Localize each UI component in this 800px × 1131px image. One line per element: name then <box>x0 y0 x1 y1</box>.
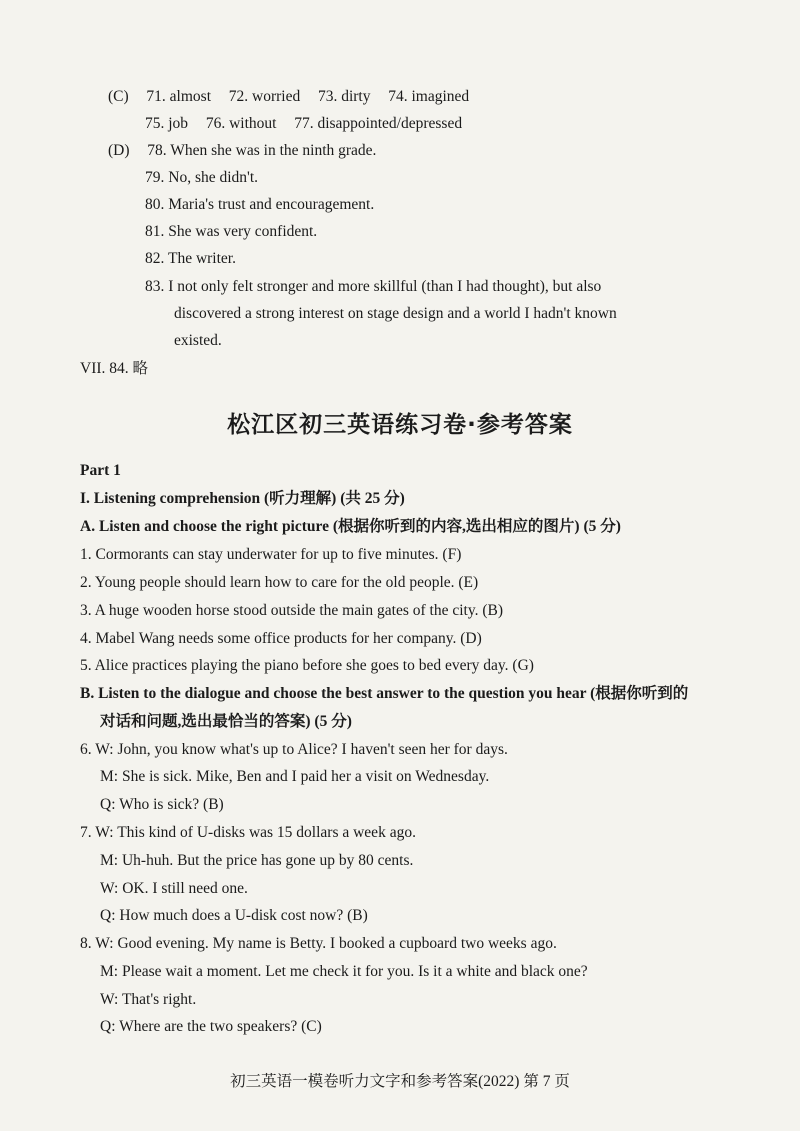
a-item-4: 4. Mabel Wang needs some office products for her company. (D) <box>80 630 482 647</box>
answer-75: 75. job <box>145 115 189 132</box>
answer-83-cont1: discovered a strong interest on stage design and a world I hadn't known <box>174 305 617 322</box>
q7-line-4: Q: How much does a U-disk cost now? (B) <box>100 907 368 924</box>
answer-76: 76. without <box>205 115 277 132</box>
section-d-label: (D) <box>108 142 130 159</box>
a-item-2: 2. Young people should learn how to care for the old people. (E) <box>80 574 479 591</box>
answer-71: 71. almost <box>146 88 212 105</box>
q7-text-1: W: This kind of U-disks was 15 dollars a week ago. <box>95 824 416 841</box>
section-i-heading: I. Listening comprehension (听力理解) (共 25 分) <box>80 490 405 507</box>
answer-83: 83. I not only felt stronger and more skillful (than I had thought), but also <box>145 278 602 295</box>
page-footer: 初三英语一模卷听力文字和参考答案(2022) 第 7 页 <box>230 1073 570 1090</box>
answer-row-c2 <box>145 114 462 134</box>
answer-82: 82. The writer. <box>145 250 236 267</box>
answer-78-row <box>108 141 376 161</box>
answer-72: 72. worried <box>228 88 301 105</box>
a-item-1: 1. Cormorants can stay underwater for up to five minutes. (F) <box>80 546 462 563</box>
part-heading: Part 1 <box>80 462 121 479</box>
a-item-3: 3. A huge wooden horse stood outside the main gates of the city. (B) <box>80 602 504 619</box>
q8-number: 8. <box>80 935 92 952</box>
answer-79: 79. No, she didn't. <box>145 169 259 186</box>
page-title: 松江区初三英语练习卷·参考答案 <box>227 412 573 438</box>
a-item-5: 5. Alice practices playing the piano before she goes to bed every day. (G) <box>80 657 534 674</box>
q8-line-4: Q: Where are the two speakers? (C) <box>100 1018 322 1035</box>
answer-84: VII. 84. 略 <box>80 360 149 377</box>
q6-line-3: Q: Who is sick? (B) <box>100 796 224 813</box>
answer-row-c1 <box>108 87 469 107</box>
section-a-heading: A. Listen and choose the right picture (根据你听到的内容,选出相应的图片) (5 分) <box>80 518 621 535</box>
section-c-label: (C) <box>108 88 129 105</box>
answer-77: 77. disappointed/depressed <box>294 115 463 132</box>
q6-text-1: W: John, you know what's up to Alice? I haven't seen her for days. <box>95 741 508 758</box>
q7-number: 7. <box>80 824 92 841</box>
answer-83-cont2: existed. <box>174 332 222 349</box>
q6-line-2: M: She is sick. Mike, Ben and I paid her a visit on Wednesday. <box>100 768 490 785</box>
answer-81: 81. She was very confident. <box>145 223 318 240</box>
answer-73: 73. dirty <box>317 88 371 105</box>
answer-80: 80. Maria's trust and encouragement. <box>145 196 375 213</box>
q7-line-2: M: Uh-huh. But the price has gone up by 80 cents. <box>100 852 414 869</box>
q7-line-3: W: OK. I still need one. <box>100 880 248 897</box>
q8-text-1: W: Good evening. My name is Betty. I booked a cupboard two weeks ago. <box>95 935 557 952</box>
q8-line-3: W: That's right. <box>100 991 197 1008</box>
answer-74: 74. imagined <box>388 88 470 105</box>
section-b-heading-cont: 对话和问题,选出最恰当的答案) (5 分) <box>100 713 352 730</box>
answer-78: 78. When she was in the ninth grade. <box>147 142 377 159</box>
q7-line-1 <box>80 823 416 843</box>
q8-line-1 <box>80 934 557 954</box>
section-b-heading: B. Listen to the dialogue and choose the best answer to the question you hear (根据你听到的 <box>80 685 689 702</box>
q6-line-1 <box>80 740 508 760</box>
q6-number: 6. <box>80 741 92 758</box>
q8-line-2: M: Please wait a moment. Let me check it for you. Is it a white and black one? <box>100 963 588 980</box>
